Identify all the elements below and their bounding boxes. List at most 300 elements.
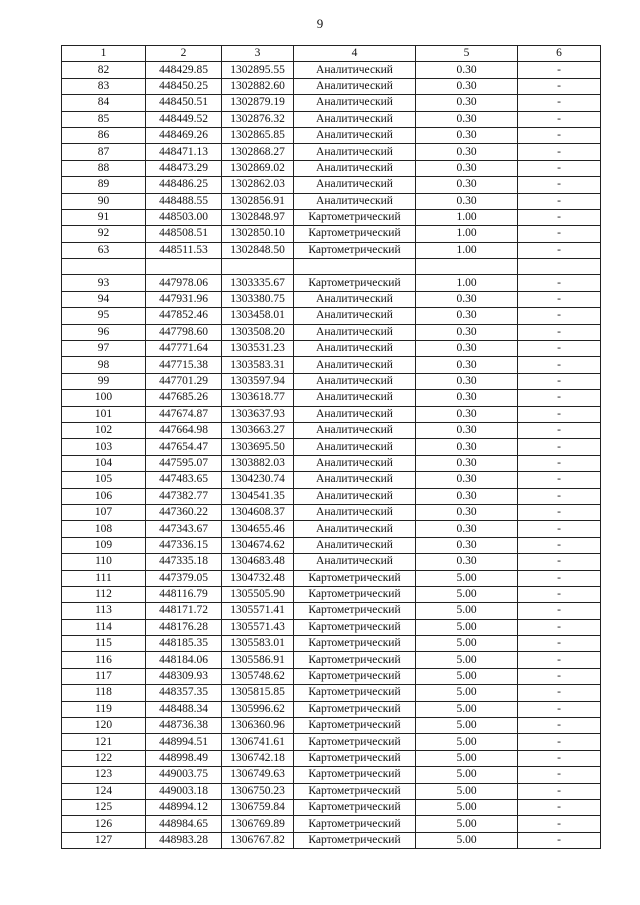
method-cell (294, 259, 416, 275)
method-cell: Аналитический (294, 144, 416, 160)
accuracy-cell: 0.30 (416, 422, 518, 438)
y-coordinate-cell: 1304674.62 (222, 537, 294, 553)
table-row (62, 750, 601, 766)
note-cell: - (518, 783, 601, 799)
table-row (62, 95, 601, 111)
method-cell: Картометрический (294, 718, 416, 734)
method-cell: Аналитический (294, 160, 416, 176)
method-cell: Картометрический (294, 226, 416, 242)
method-cell: Аналитический (294, 62, 416, 78)
table-row (62, 455, 601, 471)
note-cell: - (518, 652, 601, 668)
note-cell: - (518, 422, 601, 438)
note-cell: - (518, 685, 601, 701)
y-coordinate-cell: 1305571.41 (222, 603, 294, 619)
x-coordinate-cell: 448508.51 (146, 226, 222, 242)
note-cell: - (518, 767, 601, 783)
table-row (62, 832, 601, 848)
accuracy-cell: 0.30 (416, 111, 518, 127)
y-coordinate-cell: 1303695.50 (222, 439, 294, 455)
table-row (62, 177, 601, 193)
x-coordinate-cell: 448486.25 (146, 177, 222, 193)
method-cell: Картометрический (294, 668, 416, 684)
table-row (62, 685, 601, 701)
point-number-cell: 109 (62, 537, 146, 553)
table-row (62, 767, 601, 783)
accuracy-cell: 0.30 (416, 537, 518, 553)
y-coordinate-cell: 1304541.35 (222, 488, 294, 504)
table-row (62, 799, 601, 815)
x-coordinate-cell: 448983.28 (146, 832, 222, 848)
point-number-cell: 127 (62, 832, 146, 848)
table-row (62, 193, 601, 209)
accuracy-cell: 0.30 (416, 390, 518, 406)
note-cell: - (518, 226, 601, 242)
table-row (62, 734, 601, 750)
table-row (62, 226, 601, 242)
y-coordinate-cell: 1306360.96 (222, 718, 294, 734)
method-cell: Аналитический (294, 537, 416, 553)
note-cell: - (518, 554, 601, 570)
y-coordinate-cell: 1302848.97 (222, 209, 294, 225)
note-cell: - (518, 701, 601, 717)
point-number-cell: 113 (62, 603, 146, 619)
method-cell: Аналитический (294, 193, 416, 209)
y-coordinate-cell: 1306767.82 (222, 832, 294, 848)
point-number-cell: 86 (62, 127, 146, 143)
point-number-cell: 87 (62, 144, 146, 160)
point-number-cell: 88 (62, 160, 146, 176)
note-cell: - (518, 341, 601, 357)
table-row (62, 209, 601, 225)
table-row (62, 111, 601, 127)
x-coordinate-cell: 448488.34 (146, 701, 222, 717)
y-coordinate-cell: 1305505.90 (222, 586, 294, 602)
point-number-cell: 97 (62, 341, 146, 357)
x-coordinate-cell: 447771.64 (146, 341, 222, 357)
point-number-cell: 117 (62, 668, 146, 684)
accuracy-cell: 0.30 (416, 504, 518, 520)
column-header-5: 5 (416, 46, 518, 62)
x-coordinate-cell: 447336.15 (146, 537, 222, 553)
point-number-cell: 111 (62, 570, 146, 586)
y-coordinate-cell: 1303882.03 (222, 455, 294, 471)
note-cell: - (518, 816, 601, 832)
x-coordinate-cell: 447483.65 (146, 472, 222, 488)
y-coordinate-cell: 1302848.50 (222, 242, 294, 258)
accuracy-cell: 0.30 (416, 62, 518, 78)
note-cell: - (518, 488, 601, 504)
table-row (62, 783, 601, 799)
y-coordinate-cell: 1303380.75 (222, 291, 294, 307)
method-cell: Картометрический (294, 799, 416, 815)
point-number-cell: 124 (62, 783, 146, 799)
point-number-cell: 108 (62, 521, 146, 537)
point-number-cell: 107 (62, 504, 146, 520)
method-cell: Картометрический (294, 242, 416, 258)
note-cell: - (518, 439, 601, 455)
method-cell: Аналитический (294, 177, 416, 193)
y-coordinate-cell: 1302879.19 (222, 95, 294, 111)
accuracy-cell: 0.30 (416, 291, 518, 307)
note-cell: - (518, 275, 601, 291)
x-coordinate-cell: 448184.06 (146, 652, 222, 668)
point-number-cell: 106 (62, 488, 146, 504)
table-row (62, 160, 601, 176)
accuracy-cell: 5.00 (416, 783, 518, 799)
note-cell: - (518, 406, 601, 422)
note-cell: - (518, 799, 601, 815)
note-cell: - (518, 472, 601, 488)
x-coordinate-cell: 447701.29 (146, 373, 222, 389)
table-row (62, 78, 601, 94)
y-coordinate-cell: 1303508.20 (222, 324, 294, 340)
point-number-cell: 98 (62, 357, 146, 373)
accuracy-cell: 5.00 (416, 603, 518, 619)
accuracy-cell: 5.00 (416, 636, 518, 652)
page-number: 9 (316, 16, 324, 31)
y-coordinate-cell: 1304683.48 (222, 554, 294, 570)
y-coordinate-cell: 1306749.63 (222, 767, 294, 783)
accuracy-cell: 5.00 (416, 668, 518, 684)
point-number-cell: 92 (62, 226, 146, 242)
y-coordinate-cell: 1303663.27 (222, 422, 294, 438)
table-row (62, 439, 601, 455)
column-header-1: 1 (62, 46, 146, 62)
point-number-cell: 96 (62, 324, 146, 340)
point-number-cell: 121 (62, 734, 146, 750)
accuracy-cell: 5.00 (416, 816, 518, 832)
method-cell: Аналитический (294, 439, 416, 455)
accuracy-cell: 0.30 (416, 439, 518, 455)
method-cell: Аналитический (294, 554, 416, 570)
accuracy-cell: 5.00 (416, 734, 518, 750)
accuracy-cell: 5.00 (416, 685, 518, 701)
y-coordinate-cell: 1306742.18 (222, 750, 294, 766)
accuracy-cell: 0.30 (416, 193, 518, 209)
point-number-cell: 115 (62, 636, 146, 652)
y-coordinate-cell: 1302865.85 (222, 127, 294, 143)
x-coordinate-cell: 447931.96 (146, 291, 222, 307)
y-coordinate-cell: 1305586.91 (222, 652, 294, 668)
note-cell: - (518, 734, 601, 750)
table-row (62, 259, 601, 275)
x-coordinate-cell: 447343.67 (146, 521, 222, 537)
accuracy-cell: 5.00 (416, 586, 518, 602)
point-number-cell: 118 (62, 685, 146, 701)
method-cell: Аналитический (294, 111, 416, 127)
y-coordinate-cell: 1305571.43 (222, 619, 294, 635)
table-row (62, 816, 601, 832)
x-coordinate-cell: 447978.06 (146, 275, 222, 291)
x-coordinate-cell: 448309.93 (146, 668, 222, 684)
point-number-cell: 63 (62, 242, 146, 258)
table-row (62, 341, 601, 357)
accuracy-cell: 5.00 (416, 652, 518, 668)
note-cell: - (518, 324, 601, 340)
point-number-cell: 85 (62, 111, 146, 127)
y-coordinate-cell: 1305815.85 (222, 685, 294, 701)
y-coordinate-cell: 1304732.48 (222, 570, 294, 586)
point-number-cell: 122 (62, 750, 146, 766)
point-number-cell: 114 (62, 619, 146, 635)
x-coordinate-cell: 448176.28 (146, 619, 222, 635)
method-cell: Аналитический (294, 324, 416, 340)
accuracy-cell: 0.30 (416, 357, 518, 373)
table-row (62, 390, 601, 406)
method-cell: Аналитический (294, 422, 416, 438)
point-number-cell: 94 (62, 291, 146, 307)
x-coordinate-cell: 447715.38 (146, 357, 222, 373)
coordinates-table (61, 45, 601, 849)
method-cell: Картометрический (294, 619, 416, 635)
accuracy-cell: 1.00 (416, 275, 518, 291)
table-row (62, 357, 601, 373)
point-number-cell: 119 (62, 701, 146, 717)
x-coordinate-cell: 448994.51 (146, 734, 222, 750)
note-cell: - (518, 619, 601, 635)
table-row (62, 652, 601, 668)
method-cell: Аналитический (294, 455, 416, 471)
table-row (62, 324, 601, 340)
x-coordinate-cell: 447335.18 (146, 554, 222, 570)
table-row (62, 144, 601, 160)
table-row (62, 62, 601, 78)
accuracy-cell: 5.00 (416, 750, 518, 766)
method-cell: Аналитический (294, 308, 416, 324)
point-number-cell: 103 (62, 439, 146, 455)
x-coordinate-cell: 448469.26 (146, 127, 222, 143)
note-cell (518, 259, 601, 275)
point-number-cell: 100 (62, 390, 146, 406)
note-cell: - (518, 209, 601, 225)
point-number-cell: 126 (62, 816, 146, 832)
table-row (62, 406, 601, 422)
table-row (62, 127, 601, 143)
accuracy-cell: 0.30 (416, 521, 518, 537)
method-cell: Аналитический (294, 95, 416, 111)
method-cell: Картометрический (294, 652, 416, 668)
y-coordinate-cell: 1302856.91 (222, 193, 294, 209)
point-number-cell: 93 (62, 275, 146, 291)
note-cell: - (518, 521, 601, 537)
table-row (62, 504, 601, 520)
point-number-cell: 123 (62, 767, 146, 783)
note-cell: - (518, 750, 601, 766)
accuracy-cell: 0.30 (416, 488, 518, 504)
accuracy-cell: 5.00 (416, 832, 518, 848)
x-coordinate-cell: 448488.55 (146, 193, 222, 209)
table-row (62, 668, 601, 684)
y-coordinate-cell: 1305748.62 (222, 668, 294, 684)
y-coordinate-cell: 1303458.01 (222, 308, 294, 324)
note-cell: - (518, 78, 601, 94)
x-coordinate-cell: 447360.22 (146, 504, 222, 520)
accuracy-cell: 1.00 (416, 242, 518, 258)
note-cell: - (518, 308, 601, 324)
x-coordinate-cell: 448429.85 (146, 62, 222, 78)
point-number-cell: 82 (62, 62, 146, 78)
note-cell: - (518, 62, 601, 78)
method-cell: Картометрический (294, 275, 416, 291)
point-number-cell: 110 (62, 554, 146, 570)
y-coordinate-cell: 1302876.32 (222, 111, 294, 127)
point-number-cell: 89 (62, 177, 146, 193)
y-coordinate-cell: 1303531.23 (222, 341, 294, 357)
table-body (62, 62, 601, 849)
table-row (62, 373, 601, 389)
method-cell: Аналитический (294, 521, 416, 537)
table-row (62, 537, 601, 553)
method-cell: Аналитический (294, 78, 416, 94)
accuracy-cell: 0.30 (416, 472, 518, 488)
y-coordinate-cell: 1302868.27 (222, 144, 294, 160)
table-row (62, 472, 601, 488)
note-cell: - (518, 193, 601, 209)
x-coordinate-cell: 447379.05 (146, 570, 222, 586)
table-row (62, 521, 601, 537)
x-coordinate-cell: 448357.35 (146, 685, 222, 701)
y-coordinate-cell: 1302882.60 (222, 78, 294, 94)
column-header-2: 2 (146, 46, 222, 62)
y-coordinate-cell: 1305996.62 (222, 701, 294, 717)
method-cell: Аналитический (294, 127, 416, 143)
point-number-cell: 101 (62, 406, 146, 422)
point-number-cell: 84 (62, 95, 146, 111)
accuracy-cell: 5.00 (416, 799, 518, 815)
method-cell: Аналитический (294, 488, 416, 504)
note-cell: - (518, 455, 601, 471)
x-coordinate-cell: 447664.98 (146, 422, 222, 438)
method-cell: Аналитический (294, 291, 416, 307)
x-coordinate-cell: 448449.52 (146, 111, 222, 127)
accuracy-cell: 1.00 (416, 209, 518, 225)
table-row (62, 636, 601, 652)
y-coordinate-cell: 1302862.03 (222, 177, 294, 193)
y-coordinate-cell: 1304608.37 (222, 504, 294, 520)
x-coordinate-cell: 447674.87 (146, 406, 222, 422)
x-coordinate-cell: 448450.25 (146, 78, 222, 94)
x-coordinate-cell: 448471.13 (146, 144, 222, 160)
accuracy-cell: 0.30 (416, 78, 518, 94)
point-number-cell: 116 (62, 652, 146, 668)
column-header-6: 6 (518, 46, 601, 62)
y-coordinate-cell: 1304655.46 (222, 521, 294, 537)
method-cell: Аналитический (294, 341, 416, 357)
x-coordinate-cell: 447685.26 (146, 390, 222, 406)
column-header-4: 4 (294, 46, 416, 62)
y-coordinate-cell: 1303618.77 (222, 390, 294, 406)
point-number-cell: 83 (62, 78, 146, 94)
x-coordinate-cell: 447654.47 (146, 439, 222, 455)
method-cell: Картометрический (294, 636, 416, 652)
point-number-cell: 120 (62, 718, 146, 734)
note-cell: - (518, 291, 601, 307)
method-cell: Аналитический (294, 504, 416, 520)
x-coordinate-cell: 448736.38 (146, 718, 222, 734)
accuracy-cell: 0.30 (416, 127, 518, 143)
accuracy-cell: 0.30 (416, 324, 518, 340)
y-coordinate-cell: 1303583.31 (222, 357, 294, 373)
table-row (62, 275, 601, 291)
method-cell: Картометрический (294, 685, 416, 701)
note-cell: - (518, 390, 601, 406)
y-coordinate-cell: 1302869.02 (222, 160, 294, 176)
x-coordinate-cell: 448511.53 (146, 242, 222, 258)
method-cell: Картометрический (294, 767, 416, 783)
note-cell: - (518, 177, 601, 193)
point-number-cell: 125 (62, 799, 146, 815)
note-cell: - (518, 504, 601, 520)
method-cell: Картометрический (294, 816, 416, 832)
x-coordinate-cell: 448171.72 (146, 603, 222, 619)
method-cell: Картометрический (294, 750, 416, 766)
accuracy-cell: 5.00 (416, 767, 518, 783)
x-coordinate-cell: 449003.18 (146, 783, 222, 799)
method-cell: Аналитический (294, 472, 416, 488)
note-cell: - (518, 160, 601, 176)
x-coordinate-cell (146, 259, 222, 275)
x-coordinate-cell: 448998.49 (146, 750, 222, 766)
point-number-cell: 112 (62, 586, 146, 602)
x-coordinate-cell: 448473.29 (146, 160, 222, 176)
note-cell: - (518, 570, 601, 586)
point-number-cell (62, 259, 146, 275)
y-coordinate-cell: 1306759.84 (222, 799, 294, 815)
note-cell: - (518, 127, 601, 143)
x-coordinate-cell: 449003.75 (146, 767, 222, 783)
table-row (62, 603, 601, 619)
x-coordinate-cell: 448984.65 (146, 816, 222, 832)
x-coordinate-cell: 448994.12 (146, 799, 222, 815)
point-number-cell: 91 (62, 209, 146, 225)
accuracy-cell: 0.30 (416, 341, 518, 357)
table-row (62, 586, 601, 602)
method-cell: Картометрический (294, 586, 416, 602)
note-cell: - (518, 357, 601, 373)
accuracy-cell: 1.00 (416, 226, 518, 242)
x-coordinate-cell: 447382.77 (146, 488, 222, 504)
method-cell: Аналитический (294, 373, 416, 389)
note-cell: - (518, 373, 601, 389)
accuracy-cell: 5.00 (416, 619, 518, 635)
y-coordinate-cell: 1305583.01 (222, 636, 294, 652)
table-row (62, 554, 601, 570)
accuracy-cell: 0.30 (416, 308, 518, 324)
accuracy-cell: 0.30 (416, 406, 518, 422)
x-coordinate-cell: 447595.07 (146, 455, 222, 471)
method-cell: Картометрический (294, 734, 416, 750)
x-coordinate-cell: 448450.51 (146, 95, 222, 111)
table-row (62, 619, 601, 635)
point-number-cell: 102 (62, 422, 146, 438)
point-number-cell: 95 (62, 308, 146, 324)
accuracy-cell: 0.30 (416, 144, 518, 160)
accuracy-cell: 0.30 (416, 455, 518, 471)
method-cell: Картометрический (294, 783, 416, 799)
method-cell: Аналитический (294, 390, 416, 406)
accuracy-cell: 5.00 (416, 570, 518, 586)
y-coordinate-cell: 1302895.55 (222, 62, 294, 78)
method-cell: Аналитический (294, 406, 416, 422)
x-coordinate-cell: 447798.60 (146, 324, 222, 340)
method-cell: Картометрический (294, 570, 416, 586)
accuracy-cell: 0.30 (416, 160, 518, 176)
point-number-cell: 99 (62, 373, 146, 389)
accuracy-cell (416, 259, 518, 275)
y-coordinate-cell: 1306750.23 (222, 783, 294, 799)
y-coordinate-cell: 1304230.74 (222, 472, 294, 488)
